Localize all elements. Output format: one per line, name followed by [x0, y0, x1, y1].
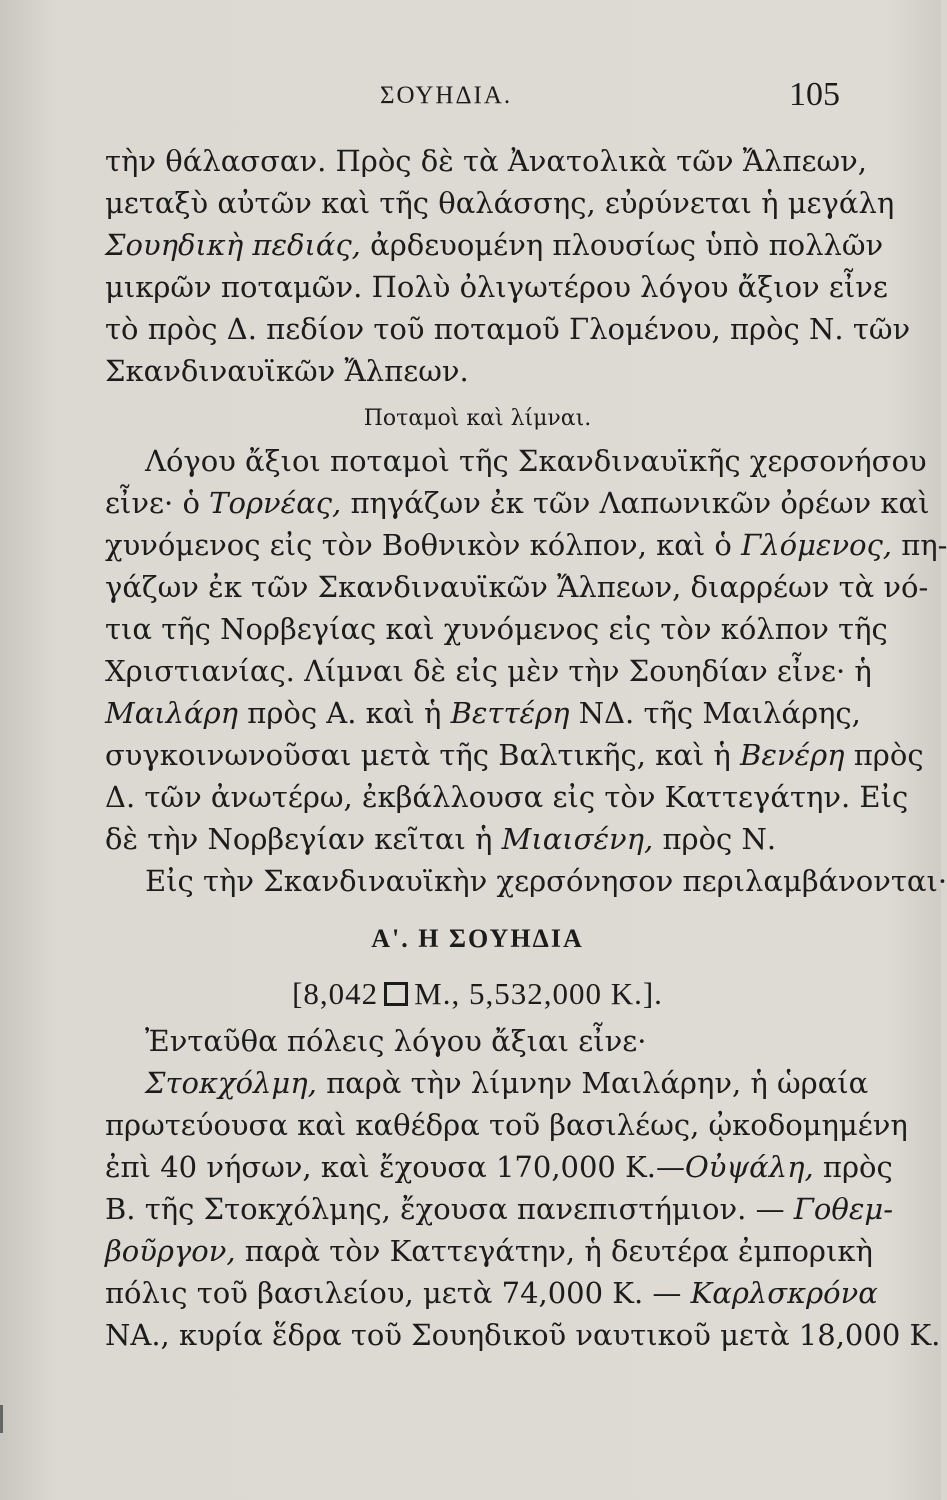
- italic-term: Καρλσκρόνα: [690, 1276, 878, 1310]
- italic-term: Στοκχόλμη,: [145, 1066, 317, 1100]
- text-line: ΝΑ., κυρία ἕδρα τοῦ Σουηδικοῦ ναυτικοῦ μετὰ 18,000 Κ.: [105, 1318, 941, 1352]
- square-area-icon: [384, 982, 408, 1006]
- italic-term: Γλόμενος,: [741, 528, 893, 562]
- italic-term: βοῦργον,: [105, 1234, 236, 1268]
- italic-term: Μιαισένη,: [501, 822, 654, 856]
- text-line: Δ. τῶν ἀνωτέρω, ἐκβάλλουσα εἰς τὸν Καττεγάτην. Εἰς: [105, 780, 909, 814]
- text-line: Λόγου ἄξιοι ποταμοὶ τῆς Σκανδιναυϊκῆς χερσονήσου: [145, 444, 927, 478]
- text-line: μεταξὺ αὐτῶν καὶ τῆς θαλάσσης, εὐρύνεται ἡ μεγάλη: [105, 186, 895, 220]
- text-line: Σουηδικὴ πεδιάς, ἀρδευομένη πλουσίως ὑπὸ πολλῶν: [105, 228, 884, 262]
- text-line: Σκανδιναυϊκῶν Ἄλπεων.: [105, 354, 469, 388]
- italic-term: Τορνέας,: [209, 486, 342, 520]
- page-number: 105: [789, 76, 840, 113]
- subheading-rivers-lakes: Ποταμοὶ καὶ λίμναι.: [363, 406, 592, 431]
- italic-term: Γοθεμ-: [793, 1192, 894, 1226]
- text-line: πρωτεύουσα καὶ καθέδρα τοῦ βασιλέως, ᾠκοδομημένη: [105, 1108, 908, 1142]
- italic-term: Μαιλάρη: [105, 696, 239, 730]
- text-line: πόλις τοῦ βασιλείου, μετὰ 74,000 Κ. — Καρλσκρόνα: [105, 1276, 878, 1310]
- text-line: συγκοινωνοῦσαι μετὰ τῆς Βαλτικῆς, καὶ ἡ Βενέρη πρὸς: [105, 738, 924, 772]
- text-line: Χριστιανίας. Λίμναι δὲ εἰς μὲν τὴν Σουηδίαν εἶνε· ἡ: [105, 654, 872, 688]
- text-line: Εἰς τὴν Σκανδιναυϊκὴν χερσόνησον περιλαμβάνονται·: [145, 864, 947, 898]
- page-header: [110, 76, 840, 126]
- text-line: χυνόμενος εἰς τὸν Βοθνικὸν κόλπον, καὶ ὁ Γλόμενος, πη-: [105, 528, 947, 562]
- text-line: γάζων ἐκ τῶν Σκανδιναυϊκῶν Ἄλπεων, διαρρέων τὰ νό-: [105, 570, 929, 604]
- text-line: Μαιλάρη πρὸς Α. καὶ ἡ Βεττέρη ΝΔ. τῆς Μαιλάρης,: [105, 696, 861, 730]
- text-line: Ἐνταῦθα πόλεις λόγου ἄξιαι εἶνε·: [145, 1024, 647, 1058]
- italic-term: Οὐψάλη,: [685, 1150, 814, 1184]
- text-line: Στοκχόλμη, παρὰ τὴν λίμνην Μαιλάρην, ἡ ὡραία: [145, 1066, 869, 1100]
- running-title: ΣΟΥΗΔΙΑ.: [380, 82, 513, 109]
- text-line: δὲ τὴν Νορβεγίαν κεῖται ἡ Μιαισένη, πρὸς Ν.: [105, 822, 777, 856]
- text-line: ἐπὶ 40 νήσων, καὶ ἔχουσα 170,000 Κ.—Οὐψάλη, πρὸς: [105, 1150, 893, 1184]
- margin-mark: [0, 1405, 3, 1433]
- text-line: εἶνε· ὁ Τορνέας, πηγάζων ἐκ τῶν Λαπωνικῶν ὀρέων καὶ: [105, 486, 930, 520]
- text-line: τια τῆς Νορβεγίας καὶ χυνόμενος εἰς τὸν κόλπον τῆς: [105, 612, 888, 646]
- section-statistics: [8,042 Μ., 5,532,000 Κ.].: [292, 976, 663, 1011]
- text-line: τὸ πρὸς Δ. πεδίον τοῦ ποταμοῦ Γλομένου, πρὸς Ν. τῶν: [105, 312, 911, 346]
- italic-term: Σουηδικὴ πεδιάς,: [105, 228, 361, 262]
- italic-term: Βεττέρη: [450, 696, 570, 730]
- page-body: [105, 140, 947, 1356]
- text-line: βοῦργον, παρὰ τὸν Καττεγάτην, ἡ δευτέρα ἐμπορικὴ: [105, 1234, 873, 1268]
- italic-term: Βενέρη: [740, 738, 845, 772]
- section-heading: Α'. Η ΣΟΥΗΔΙΑ: [371, 924, 584, 953]
- text-line: Β. τῆς Στοκχόλμης, ἔχουσα πανεπιστήμιον. — Γοθεμ-: [105, 1192, 894, 1226]
- text-line: τὴν θάλασσαν. Πρὸς δὲ τὰ Ἀνατολικὰ τῶν Ἄλπεων,: [105, 144, 867, 178]
- text-line: μικρῶν ποταμῶν. Πολὺ ὀλιγωτέρου λόγου ἄξιον εἶνε: [105, 270, 888, 304]
